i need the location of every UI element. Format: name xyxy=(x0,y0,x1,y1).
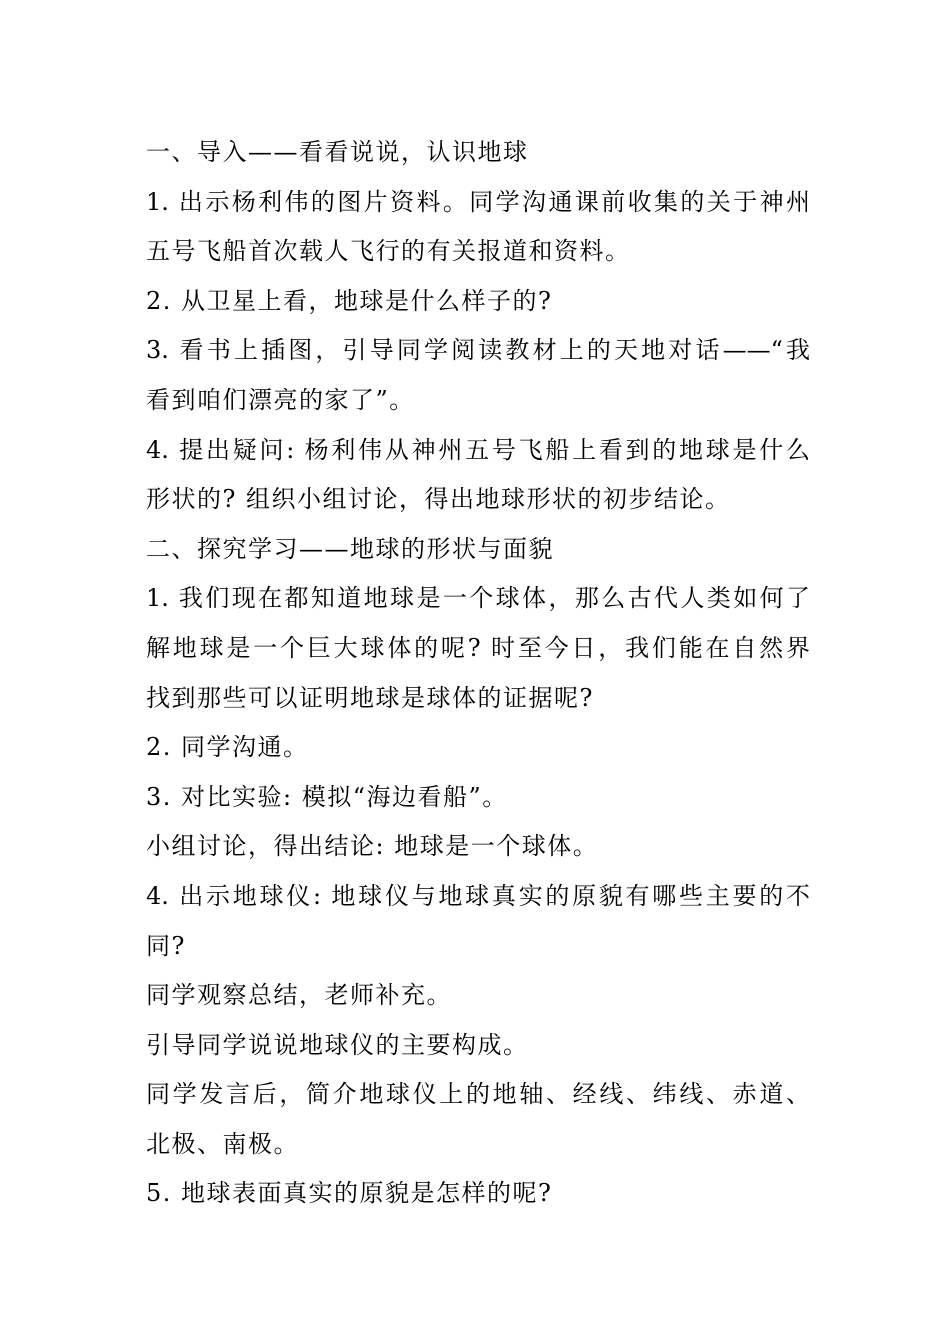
paragraph-line: 1. 出示杨利伟的图片资料。同学沟通课前收集的关于神州 xyxy=(146,187,810,216)
paragraph-line: 引导同学说说地球仪的主要构成。 xyxy=(146,1030,529,1059)
paragraph-line: 1. 我们现在都知道地球是一个球体，那么古代人类如何了 xyxy=(146,584,810,613)
paragraph-line: 2. 同学沟通。 xyxy=(146,733,309,762)
paragraph-line: 同学观察总结，老师补充。 xyxy=(146,981,452,1010)
paragraph-line: 小组讨论，得出结论: 地球是一个球体。 xyxy=(146,832,599,861)
paragraph-line: 3. 看书上插图，引导同学阅读教材上的天地对话——“我 xyxy=(146,336,810,365)
paragraph-line: 同? xyxy=(146,931,186,960)
paragraph-line: 五号飞船首次载人飞行的有关报道和资料。 xyxy=(146,237,631,266)
paragraph-line: 4. 提出疑问: 杨利伟从神州五号飞船上看到的地球是什么 xyxy=(146,435,810,464)
paragraph-line: 看到咱们漂亮的家了”。 xyxy=(146,385,415,414)
paragraph-line: 2. 从卫星上看，地球是什么样子的? xyxy=(146,286,553,315)
section-heading-2: 二、探究学习——地球的形状与面貌 xyxy=(146,534,554,563)
paragraph-line: 4. 出示地球仪: 地球仪与地球真实的原貌有哪些主要的不 xyxy=(146,881,810,910)
paragraph-line: 5. 地球表面真实的原貌是怎样的呢? xyxy=(146,1179,553,1208)
paragraph-line: 形状的? 组织小组讨论，得出地球形状的初步结论。 xyxy=(146,485,731,514)
paragraph-line: 同学发言后，简介地球仪上的地轴、经线、纬线、赤道、 xyxy=(146,1080,810,1109)
section-heading-1: 一、导入——看看说说，认识地球 xyxy=(146,138,529,166)
document-body xyxy=(146,128,810,1219)
paragraph-line: 解地球是一个巨大球体的呢? 时至今日，我们能在自然界 xyxy=(146,633,810,662)
paragraph-line: 北极、南极。 xyxy=(146,1129,299,1158)
paragraph-line: 3. 对比实验: 模拟“海边看船”。 xyxy=(146,782,508,811)
paragraph-line: 找到那些可以证明地球是球体的证据呢? xyxy=(146,683,594,712)
